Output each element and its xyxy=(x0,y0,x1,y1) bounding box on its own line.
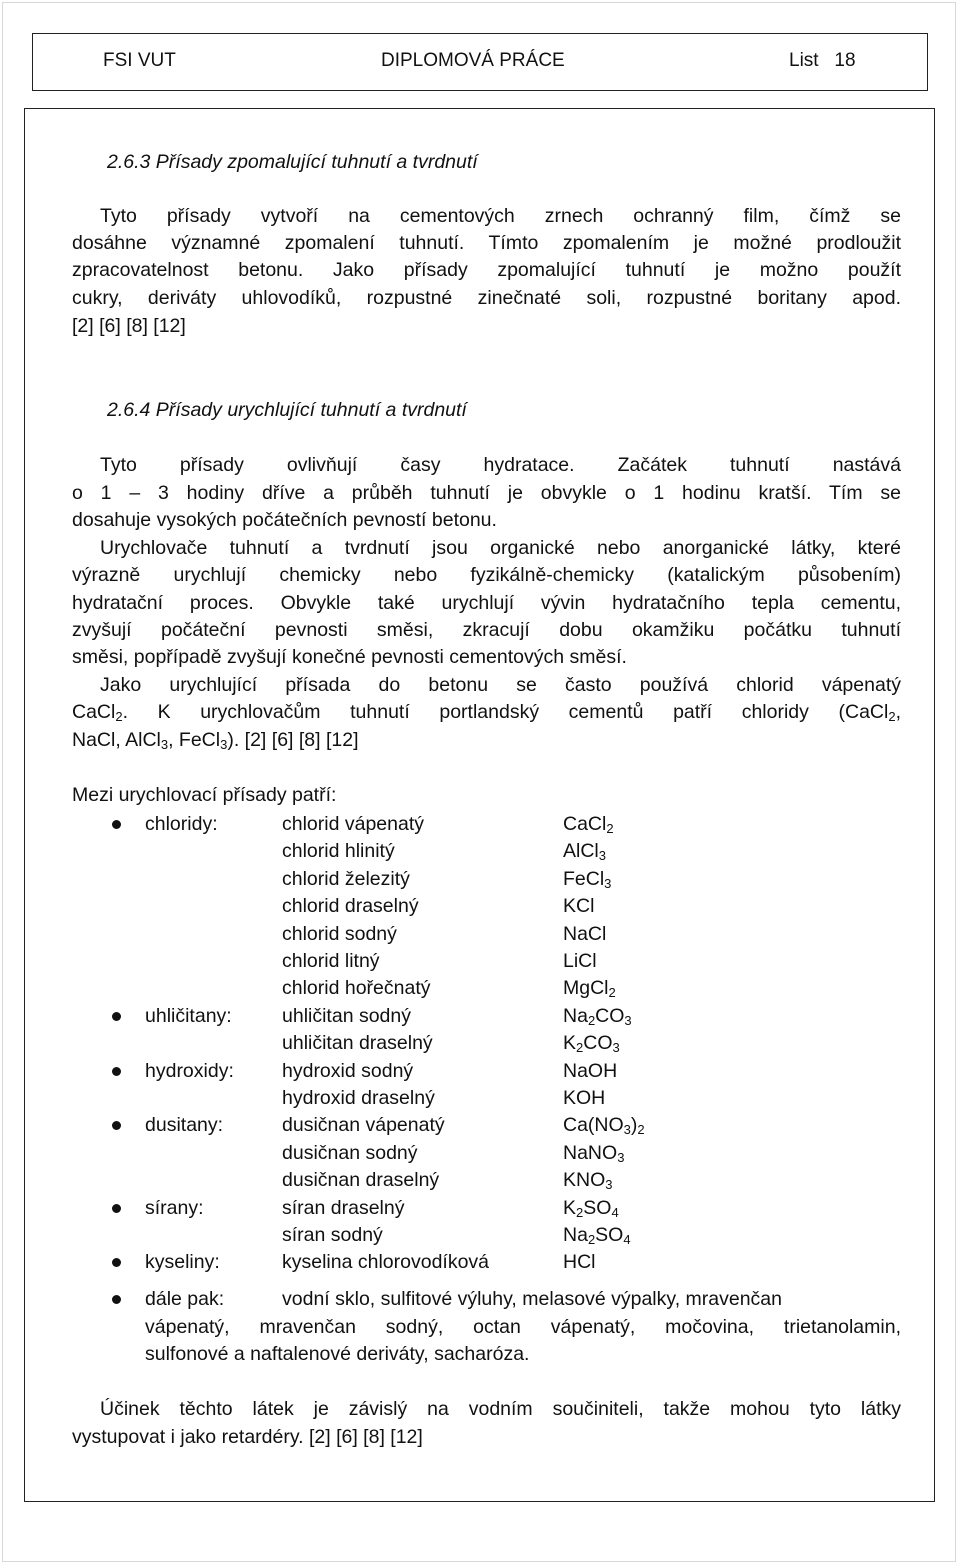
paragraph-line: dosáhne významné zpomalení tuhnutí. Tímto zpomalením je možné prodloužit xyxy=(72,232,901,254)
compound-formula: FeCl$_3$ xyxy=(563,867,612,891)
paragraph-line: Jako urychlující přísada do betonu se často používá chlorid vápenatý xyxy=(100,674,901,696)
compound-formula: $Na_2CO_3$ xyxy=(563,1004,632,1028)
compound-name: chlorid draselný xyxy=(282,895,419,918)
list-intro: Mezi urychlovací přísady patří: xyxy=(72,784,337,806)
list-item-text: vodní sklo, sulfitové výluhy, melasové výpalky, mravenčan xyxy=(282,1288,782,1310)
list-category: chloridy: xyxy=(145,813,218,835)
section-heading-2-6-3: 2.6.3 Přísady zpomalující tuhnutí a tvrdnutí xyxy=(107,151,478,173)
compound-name: síran draselný xyxy=(282,1196,405,1219)
list-category: uhličitany: xyxy=(145,1004,232,1027)
list-category: dusitany: xyxy=(145,1114,224,1137)
paragraph-line: o 1 – 3 hodiny dříve a průběh tuhnutí je obvykle o 1 hodinu kratší. Tím se xyxy=(72,482,901,504)
compound-name: uhličitan sodný xyxy=(282,1004,411,1027)
list-item-text: sulfonové a naftalenové deriváty, sacharóza. xyxy=(145,1343,530,1365)
paragraph-line: zpracovatelnost betonu. Jako přísady zpomalující tuhnutí je možno použít xyxy=(72,259,901,281)
paragraph-line: výrazně urychlují chemicky nebo fyzikálně-chemicky (katalickým působením) xyxy=(72,564,901,586)
paragraph-line: cukry, deriváty uhlovodíků, rozpustné zinečnaté soli, rozpustné boritany apod. xyxy=(72,287,901,309)
paragraph-line: vystupovat i jako retardéry. [2] [6] [8] [12] xyxy=(72,1426,423,1448)
page-header xyxy=(32,33,928,91)
compound-formula: $K_2CO_3$ xyxy=(563,1032,620,1056)
paragraph-line: Tyto přísady vytvoří na cementových zrnech ochranný film, čímž se xyxy=(100,205,901,227)
paragraph-line: hydratační proces. Obvykle také urychlují vývin hydratačního tepla cementu, xyxy=(72,592,901,614)
header-page-number: List 18 xyxy=(789,50,856,71)
compound-name: dusičnan sodný xyxy=(282,1141,418,1164)
compound-name: dusičnan vápenatý xyxy=(282,1114,445,1137)
paragraph-line: dosahuje vysokých počátečních pevností betonu. xyxy=(72,509,497,531)
compound-formula: $Ca(NO_3)_2$ xyxy=(563,1114,645,1138)
compound-formula: NaCl xyxy=(563,922,607,945)
compound-name: chlorid železitý xyxy=(282,867,410,890)
bullet-icon xyxy=(112,1012,121,1021)
compound-name: dusičnan draselný xyxy=(282,1169,440,1192)
bullet-icon xyxy=(112,1295,121,1304)
compound-formula: KCl xyxy=(563,895,595,918)
compound-name: hydroxid draselný xyxy=(282,1087,435,1109)
list-category: kyseliny: xyxy=(145,1251,220,1274)
compound-name: chlorid hlinitý xyxy=(282,840,395,863)
bullet-icon xyxy=(112,1067,121,1076)
list-category: dále pak: xyxy=(145,1288,225,1310)
paragraph-line: směsi, popřípadě zvyšují konečné pevnosti cementových směsí. xyxy=(72,646,627,668)
paragraph-line: Tyto přísady ovlivňují časy hydratace. Začátek tuhnutí nastává xyxy=(100,454,901,476)
compound-name: chlorid sodný xyxy=(282,922,397,945)
section-heading-2-6-4: 2.6.4 Přísady urychlující tuhnutí a tvrdnutí xyxy=(107,399,467,421)
compound-formula: HCl xyxy=(563,1251,596,1274)
compound-name: síran sodný xyxy=(282,1224,383,1246)
paragraph-line: Účinek těchto látek je závislý na vodním součiniteli, takže mohou tyto látky xyxy=(100,1398,901,1420)
compound-formula: LiCl xyxy=(563,950,597,972)
compound-formula: MgCl$_2$ xyxy=(563,977,616,1001)
compound-formula: NaOH xyxy=(563,1059,618,1082)
paragraph-line: zvyšují počáteční pevnosti směsi, zkracují dobu okamžiku počátku tuhnutí xyxy=(72,619,901,641)
bullet-icon xyxy=(112,1204,121,1213)
compound-name: hydroxid sodný xyxy=(282,1059,414,1082)
paragraph-line-chem: CaCl$_2$. K urychlovačům tuhnutí portlandský cementů patří chloridy (CaCl$_2$, xyxy=(72,701,901,724)
compound-formula: AlCl$_3$ xyxy=(563,840,606,864)
bullet-icon xyxy=(112,820,121,829)
compound-name: chlorid litný xyxy=(282,950,380,972)
list-item-text: vápenatý, mravenčan sodný, octan vápenatý, močovina, trietanolamin, xyxy=(145,1316,901,1338)
compound-formula: $Na_2SO_4$ xyxy=(563,1224,631,1247)
compound-formula: KOH xyxy=(563,1087,606,1109)
compound-name: kyselina chlorovodíková xyxy=(282,1251,490,1274)
list-category: hydroxidy: xyxy=(145,1059,234,1082)
citation: [2] [6] [8] [12] xyxy=(72,315,186,337)
compound-name: chlorid vápenatý xyxy=(282,813,425,835)
compound-formula: NaNO$_3$ xyxy=(563,1141,625,1165)
header-institution: FSI VUT xyxy=(103,50,176,71)
compound-name: chlorid hořečnatý xyxy=(282,977,431,1000)
header-document-type: DIPLOMOVÁ PRÁCE xyxy=(381,50,565,71)
compound-formula: CaCl$_2$ xyxy=(563,813,614,836)
paragraph-line: Urychlovače tuhnutí a tvrdnutí jsou organické nebo anorganické látky, které xyxy=(100,537,901,559)
compound-formula: $K_2SO_4$ xyxy=(563,1196,619,1220)
compound-name: uhličitan draselný xyxy=(282,1032,433,1055)
list-category: sírany: xyxy=(145,1196,204,1219)
compound-formula: $KNO_3$ xyxy=(563,1169,613,1193)
paragraph-line-chem: NaCl, AlCl$_3$, FeCl$_3$). [2] [6] [8] [12] xyxy=(72,729,359,752)
